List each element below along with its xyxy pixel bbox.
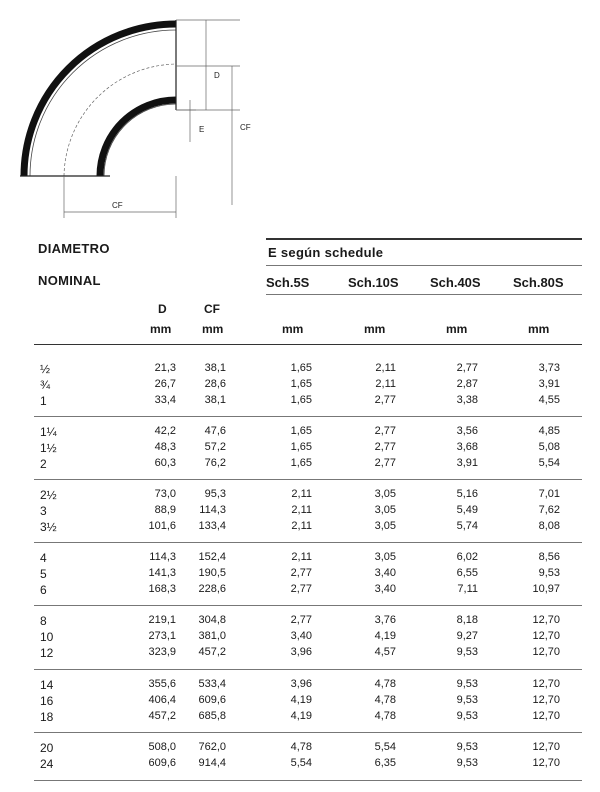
table-row <box>0 504 600 519</box>
cell-sch80s: 5,54 <box>538 457 560 469</box>
cell-sch5s: 1,65 <box>290 425 312 437</box>
cell-sch40s: 9,53 <box>456 710 478 722</box>
group-divider <box>34 416 582 417</box>
cell-cf: 762,0 <box>198 741 226 753</box>
drawing-label-cf-horizontal: CF <box>112 201 123 210</box>
cell-cf: 47,6 <box>204 425 226 437</box>
cell-cf: 152,4 <box>198 551 226 563</box>
table-row <box>0 741 600 756</box>
cell-d: 273,1 <box>148 630 176 642</box>
group-divider <box>34 669 582 670</box>
cell-sch80s: 4,55 <box>538 394 560 406</box>
table-row <box>0 394 600 409</box>
table-row <box>0 757 600 772</box>
cell-cf: 57,2 <box>204 441 226 453</box>
table-row <box>0 694 600 709</box>
cell-sch80s: 12,70 <box>532 678 560 690</box>
group-divider <box>34 605 582 606</box>
table-row <box>0 678 600 693</box>
cell-cf: 228,6 <box>198 583 226 595</box>
table-row <box>0 441 600 456</box>
cell-sch80s: 5,08 <box>538 441 560 453</box>
cell-sch40s: 9,27 <box>456 630 478 642</box>
cell-sch5s: 1,65 <box>290 441 312 453</box>
header-nominal: NOMINAL <box>38 273 101 288</box>
header-diametro: DIAMETRO <box>38 241 110 256</box>
cell-sch40s: 8,18 <box>456 614 478 626</box>
cell-d: 88,9 <box>154 504 176 516</box>
cell-sch40s: 5,16 <box>456 488 478 500</box>
cell-sch5s: 2,11 <box>291 520 312 532</box>
header-cf-unit: mm <box>202 322 224 336</box>
cell-sch40s: 9,53 <box>456 646 478 658</box>
cell-sch80s: 12,70 <box>532 614 560 626</box>
cell-d: 457,2 <box>148 710 176 722</box>
cell-d: 114,3 <box>149 551 176 563</box>
cell-sch5s: 3,96 <box>290 646 312 658</box>
elbow-inner-wall <box>100 100 176 176</box>
cell-d: 48,3 <box>154 441 176 453</box>
cell-cf: 685,8 <box>198 710 226 722</box>
cell-sch80s: 12,70 <box>532 694 560 706</box>
cell-cf: 457,2 <box>198 646 226 658</box>
cell-nominal: 2½ <box>40 488 57 502</box>
table-row <box>0 425 600 440</box>
cell-sch10s: 4,78 <box>374 710 396 722</box>
table-row <box>0 614 600 629</box>
cell-sch10s: 4,78 <box>374 678 396 690</box>
cell-d: 101,6 <box>148 520 176 532</box>
cell-sch80s: 12,70 <box>532 741 560 753</box>
cell-sch10s: 4,57 <box>374 646 396 658</box>
cell-sch80s: 4,85 <box>538 425 560 437</box>
cell-d: 406,4 <box>148 694 176 706</box>
cell-sch40s: 5,74 <box>456 520 478 532</box>
cell-d: 219,1 <box>148 614 176 626</box>
cell-sch10s: 2,11 <box>375 362 396 374</box>
cell-sch5s: 5,54 <box>290 757 312 769</box>
cell-sch10s: 2,11 <box>375 378 396 390</box>
cell-nominal: 1½ <box>40 441 57 455</box>
cell-nominal: 3 <box>40 504 47 518</box>
header-e-schedule: E según schedule <box>268 245 384 260</box>
cell-cf: 28,6 <box>204 378 226 390</box>
header-cf: CF <box>204 302 220 316</box>
cell-d: 60,3 <box>154 457 176 469</box>
cell-d: 141,3 <box>148 567 176 579</box>
cell-sch40s: 3,91 <box>456 457 478 469</box>
cell-sch40s: 6,02 <box>456 551 478 563</box>
cell-sch5s: 3,96 <box>290 678 312 690</box>
group-divider <box>34 732 582 733</box>
dimensions-table <box>0 232 600 792</box>
cell-sch80s: 3,73 <box>538 362 560 374</box>
cell-nominal: 1 <box>40 394 47 408</box>
cell-sch40s: 2,87 <box>456 378 478 390</box>
cell-sch40s: 3,68 <box>456 441 478 453</box>
cell-sch80s: 8,08 <box>538 520 560 532</box>
cell-cf: 76,2 <box>204 457 226 469</box>
cell-nominal: 14 <box>40 678 54 692</box>
cell-nominal: 5 <box>40 567 47 581</box>
header-d: D <box>158 302 167 316</box>
table-row <box>0 710 600 725</box>
group-divider <box>34 542 582 543</box>
cell-nominal: ¾ <box>40 378 51 392</box>
cell-sch10s: 2,77 <box>374 394 396 406</box>
cell-sch40s: 9,53 <box>456 678 478 690</box>
cell-cf: 114,3 <box>199 504 226 516</box>
cell-cf: 38,1 <box>204 362 226 374</box>
header-d-unit: mm <box>150 322 172 336</box>
cell-sch5s: 4,19 <box>290 694 312 706</box>
cell-sch5s: 1,65 <box>290 378 312 390</box>
table-bottom-rule <box>34 780 582 781</box>
cell-cf: 304,8 <box>198 614 226 626</box>
table-row <box>0 583 600 598</box>
cell-d: 42,2 <box>154 425 176 437</box>
cell-sch80s: 7,01 <box>538 488 560 500</box>
cell-sch80s: 12,70 <box>532 757 560 769</box>
cell-sch10s: 3,40 <box>374 567 396 579</box>
header-bottom-rule <box>34 344 582 345</box>
cell-cf: 914,4 <box>198 757 226 769</box>
header-sch40s-unit: mm <box>446 322 468 336</box>
cell-d: 168,3 <box>148 583 176 595</box>
cell-sch10s: 3,05 <box>374 488 396 500</box>
header-sch10s: Sch.10S <box>348 275 399 290</box>
cell-nominal: 8 <box>40 614 47 628</box>
table-row <box>0 567 600 582</box>
cell-sch10s: 3,05 <box>374 520 396 532</box>
header-sch5s: Sch.5S <box>266 275 310 290</box>
table-row <box>0 457 600 472</box>
table-row <box>0 488 600 503</box>
cell-sch80s: 9,53 <box>538 567 560 579</box>
cell-sch10s: 3,76 <box>374 614 396 626</box>
cell-sch40s: 9,53 <box>456 741 478 753</box>
cell-sch5s: 1,65 <box>290 394 312 406</box>
header-sch5s-unit: mm <box>282 322 304 336</box>
cell-sch80s: 12,70 <box>532 646 560 658</box>
cell-sch40s: 7,11 <box>457 583 478 595</box>
cell-sch10s: 6,35 <box>374 757 396 769</box>
cell-sch80s: 8,56 <box>538 551 560 563</box>
cell-nominal: 18 <box>40 710 54 724</box>
cell-nominal: 4 <box>40 551 47 565</box>
drawing-label-cf-vertical: CF <box>240 123 251 132</box>
cell-sch80s: 3,91 <box>538 378 560 390</box>
header-sch80s-unit: mm <box>528 322 550 336</box>
cell-d: 508,0 <box>148 741 176 753</box>
cell-sch80s: 12,70 <box>532 710 560 722</box>
cell-sch40s: 9,53 <box>456 694 478 706</box>
cell-sch40s: 5,49 <box>456 504 478 516</box>
cell-sch80s: 10,97 <box>532 583 560 595</box>
cell-sch10s: 3,40 <box>374 583 396 595</box>
header-sch80s: Sch.80S <box>513 275 564 290</box>
cell-nominal: 2 <box>40 457 47 471</box>
cell-cf: 38,1 <box>204 394 226 406</box>
cell-d: 33,4 <box>154 394 176 406</box>
cell-sch10s: 2,77 <box>374 457 396 469</box>
table-row <box>0 362 600 377</box>
cell-sch5s: 2,77 <box>290 614 312 626</box>
cell-sch10s: 4,78 <box>374 694 396 706</box>
cell-sch5s: 2,77 <box>290 567 312 579</box>
cell-sch5s: 2,11 <box>291 504 312 516</box>
cell-d: 26,7 <box>154 378 176 390</box>
cell-nominal: 1¼ <box>40 425 57 439</box>
drawing-label-e: E <box>199 125 205 134</box>
table-row <box>0 551 600 566</box>
cell-sch80s: 12,70 <box>532 630 560 642</box>
cell-sch40s: 2,77 <box>456 362 478 374</box>
cell-d: 21,3 <box>154 362 176 374</box>
cell-sch80s: 7,62 <box>538 504 560 516</box>
cell-sch10s: 5,54 <box>374 741 396 753</box>
cell-cf: 190,5 <box>198 567 226 579</box>
cell-nominal: 20 <box>40 741 54 755</box>
cell-sch10s: 3,05 <box>374 504 396 516</box>
header-rule-schedule <box>266 238 582 240</box>
elbow-drawing <box>0 0 600 232</box>
header-sch10s-unit: mm <box>364 322 386 336</box>
cell-nominal: 24 <box>40 757 54 771</box>
cell-d: 355,6 <box>148 678 176 690</box>
table-row <box>0 378 600 393</box>
cell-cf: 133,4 <box>198 520 226 532</box>
cell-sch5s: 2,77 <box>290 583 312 595</box>
group-divider <box>34 479 582 480</box>
table-row <box>0 646 600 661</box>
cell-sch5s: 2,11 <box>291 488 312 500</box>
table-row <box>0 520 600 535</box>
cell-sch10s: 4,19 <box>374 630 396 642</box>
cell-sch10s: 3,05 <box>374 551 396 563</box>
cell-cf: 609,6 <box>198 694 226 706</box>
cell-sch40s: 6,55 <box>456 567 478 579</box>
cell-cf: 381,0 <box>198 630 226 642</box>
cell-d: 323,9 <box>148 646 176 658</box>
cell-nominal: 6 <box>40 583 47 597</box>
cell-sch40s: 3,38 <box>456 394 478 406</box>
cell-sch5s: 4,78 <box>290 741 312 753</box>
drawing-label-d: D <box>214 71 220 80</box>
cell-sch40s: 3,56 <box>456 425 478 437</box>
cell-sch10s: 2,77 <box>374 425 396 437</box>
cell-cf: 533,4 <box>198 678 226 690</box>
cell-sch5s: 3,40 <box>290 630 312 642</box>
cell-cf: 95,3 <box>204 488 226 500</box>
cell-sch10s: 2,77 <box>374 441 396 453</box>
cell-sch5s: 4,19 <box>290 710 312 722</box>
cell-sch40s: 9,53 <box>456 757 478 769</box>
cell-nominal: 12 <box>40 646 54 660</box>
cell-sch5s: 1,65 <box>290 457 312 469</box>
cell-sch5s: 2,11 <box>291 551 312 563</box>
cell-nominal: 16 <box>40 694 54 708</box>
cell-d: 609,6 <box>148 757 176 769</box>
cell-d: 73,0 <box>154 488 176 500</box>
header-sch40s: Sch.40S <box>430 275 481 290</box>
cell-sch5s: 1,65 <box>290 362 312 374</box>
table-row <box>0 630 600 645</box>
cell-nominal: ½ <box>40 362 51 376</box>
cell-nominal: 10 <box>40 630 54 644</box>
cell-nominal: 3½ <box>40 520 57 534</box>
